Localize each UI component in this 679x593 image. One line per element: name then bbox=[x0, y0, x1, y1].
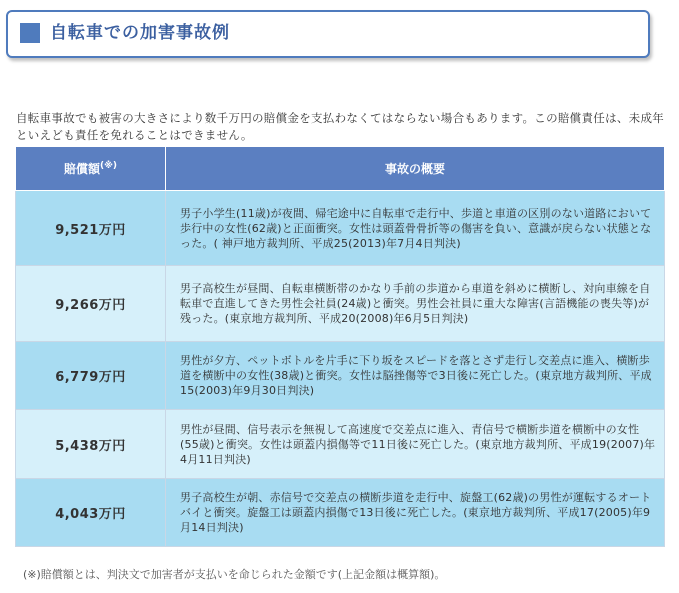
column-header-amount bbox=[16, 147, 166, 191]
table-row bbox=[16, 342, 665, 410]
table-row bbox=[16, 266, 665, 342]
heading-square-icon bbox=[20, 23, 40, 43]
summary-cell: 男子高校生が昼間、自転車横断帯のかなり手前の歩道から車道を斜めに横断し、対向車線を自転車で直進してきた男性会社員(24歳)と衝突。男性会社員に重大な障害(言語機能の喪失等)が残った。(東京地方裁判所、平成20(2008)年6月5日判決) bbox=[166, 266, 665, 342]
page-title: 自転車での加害事故例 bbox=[50, 23, 230, 43]
summary-cell: 男子小学生(11歳)が夜間、帰宅途中に自転車で走行中、歩道と車道の区別のない道路において歩行中の女性(62歳)と正面衝突。女性は頭蓋骨骨折等の傷害を負い、意識が戻らない状態となった。( 神戸地方裁判所、平成25(2013)年7月4日判決) bbox=[166, 191, 665, 266]
amount-cell: 4,043万円 bbox=[16, 479, 166, 547]
column-header-summary: 事故の概要 bbox=[166, 147, 665, 191]
summary-cell: 男子高校生が朝、赤信号で交差点の横断歩道を走行中、旋盤工(62歳)の男性が運転するオートバイと衝突。旋盤工は頭蓋内損傷で13日後に死亡した。(東京地方裁判所、平成17(2005)年9月14日判決) bbox=[166, 479, 665, 547]
column-header-amount-label: 賠償額 bbox=[64, 162, 101, 176]
intro-text: 自転車事故でも被害の大きさにより数千万円の賠償金を支払わなくてはならない場合もあります。この賠償責任は、未成年といえども責任を免れることはできません。 bbox=[16, 110, 665, 142]
summary-cell: 男性が夕方、ペットボトルを片手に下り坂をスピードを落とさず走行し交差点に進入、横断歩道を横断中の女性(38歳)と衝突。女性は脳挫傷等で3日後に死亡した。(東京地方裁判所、平成15(2003)年9月30日判決) bbox=[166, 342, 665, 410]
amount-cell: 9,521万円 bbox=[16, 191, 166, 266]
table-row bbox=[16, 410, 665, 479]
amount-cell: 9,266万円 bbox=[16, 266, 166, 342]
table-row bbox=[16, 191, 665, 266]
summary-cell: 男性が昼間、信号表示を無視して高速度で交差点に進入、青信号で横断歩道を横断中の女性(55歳)と衝突。女性は頭蓋内損傷等で11日後に死亡した。(東京地方裁判所、平成19(2007)年4月11日判決) bbox=[166, 410, 665, 479]
accident-cases-table bbox=[15, 146, 665, 547]
table-header-row bbox=[16, 147, 665, 191]
section-heading bbox=[6, 10, 650, 58]
amount-cell: 6,779万円 bbox=[16, 342, 166, 410]
footnote: (※)賠償額とは、判決文で加害者が支払いを命じられた金額です(上記金額は概算額)。 bbox=[23, 568, 446, 581]
amount-cell: 5,438万円 bbox=[16, 410, 166, 479]
amount-note-marker: (※) bbox=[100, 161, 117, 171]
table-row bbox=[16, 479, 665, 547]
